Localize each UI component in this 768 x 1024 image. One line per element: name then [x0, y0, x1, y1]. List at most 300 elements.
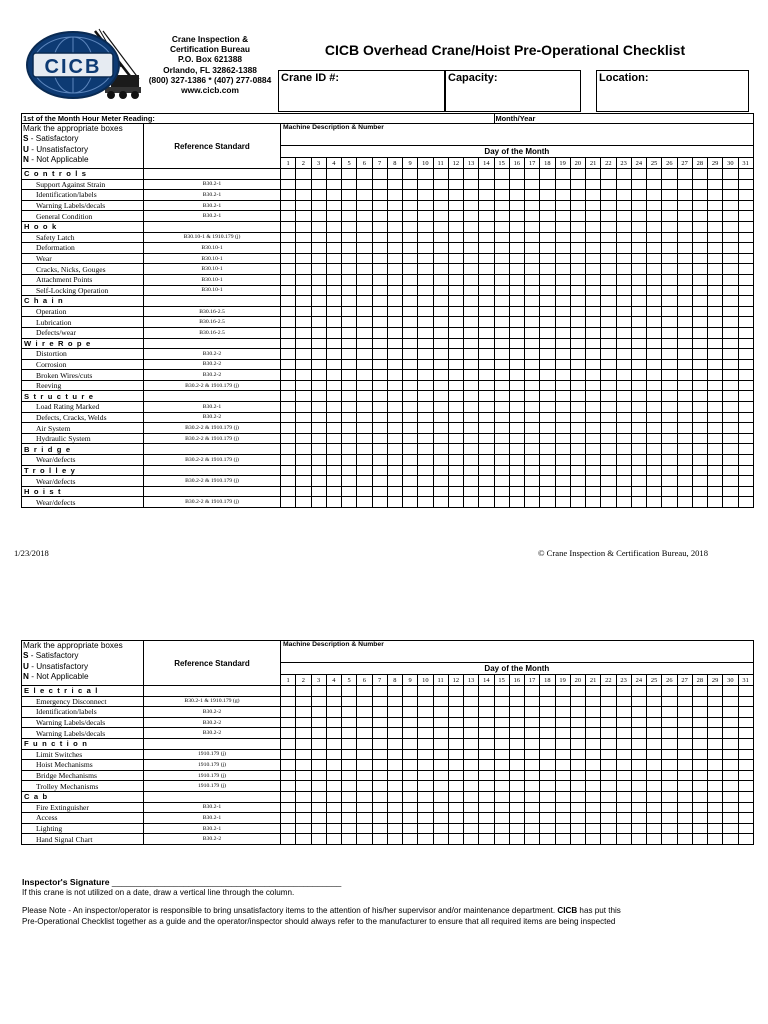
check-cell[interactable]	[631, 190, 646, 201]
check-cell[interactable]	[311, 770, 326, 781]
check-cell[interactable]	[662, 253, 677, 264]
check-cell[interactable]	[570, 465, 585, 476]
check-cell[interactable]	[342, 402, 357, 413]
check-cell[interactable]	[387, 760, 402, 771]
check-cell[interactable]	[372, 455, 387, 466]
check-cell[interactable]	[311, 455, 326, 466]
check-cell[interactable]	[387, 433, 402, 444]
check-cell[interactable]	[586, 834, 601, 845]
check-cell[interactable]	[738, 770, 753, 781]
check-cell[interactable]	[342, 497, 357, 508]
check-cell[interactable]	[555, 791, 570, 802]
check-cell[interactable]	[311, 402, 326, 413]
check-cell[interactable]	[494, 781, 509, 792]
check-cell[interactable]	[647, 232, 662, 243]
check-cell[interactable]	[601, 781, 616, 792]
check-cell[interactable]	[464, 802, 479, 813]
check-cell[interactable]	[372, 211, 387, 222]
check-cell[interactable]	[677, 791, 692, 802]
check-cell[interactable]	[296, 781, 311, 792]
check-cell[interactable]	[601, 370, 616, 381]
check-cell[interactable]	[403, 686, 418, 697]
check-cell[interactable]	[372, 717, 387, 728]
check-cell[interactable]	[692, 781, 707, 792]
check-cell[interactable]	[494, 200, 509, 211]
check-cell[interactable]	[616, 749, 631, 760]
check-cell[interactable]	[357, 486, 372, 497]
check-cell[interactable]	[387, 696, 402, 707]
check-cell[interactable]	[662, 834, 677, 845]
check-cell[interactable]	[311, 834, 326, 845]
check-cell[interactable]	[677, 707, 692, 718]
check-cell[interactable]	[357, 349, 372, 360]
check-cell[interactable]	[326, 253, 341, 264]
check-cell[interactable]	[631, 380, 646, 391]
check-cell[interactable]	[692, 813, 707, 824]
check-cell[interactable]	[372, 402, 387, 413]
check-cell[interactable]	[479, 707, 494, 718]
check-cell[interactable]	[723, 823, 738, 834]
check-cell[interactable]	[494, 243, 509, 254]
check-cell[interactable]	[387, 169, 402, 180]
check-cell[interactable]	[464, 412, 479, 423]
check-cell[interactable]	[570, 813, 585, 824]
check-cell[interactable]	[311, 211, 326, 222]
check-cell[interactable]	[403, 370, 418, 381]
check-cell[interactable]	[692, 738, 707, 749]
check-cell[interactable]	[631, 402, 646, 413]
check-cell[interactable]	[281, 349, 296, 360]
check-cell[interactable]	[296, 359, 311, 370]
check-cell[interactable]	[281, 190, 296, 201]
check-cell[interactable]	[464, 327, 479, 338]
check-cell[interactable]	[418, 169, 433, 180]
check-cell[interactable]	[708, 306, 723, 317]
check-cell[interactable]	[540, 306, 555, 317]
check-cell[interactable]	[281, 760, 296, 771]
check-cell[interactable]	[509, 317, 524, 328]
check-cell[interactable]	[601, 465, 616, 476]
check-cell[interactable]	[509, 402, 524, 413]
check-cell[interactable]	[555, 264, 570, 275]
check-cell[interactable]	[525, 781, 540, 792]
check-cell[interactable]	[662, 802, 677, 813]
check-cell[interactable]	[387, 296, 402, 307]
check-cell[interactable]	[525, 455, 540, 466]
check-cell[interactable]	[326, 455, 341, 466]
check-cell[interactable]	[357, 686, 372, 697]
check-cell[interactable]	[601, 253, 616, 264]
check-cell[interactable]	[387, 486, 402, 497]
check-cell[interactable]	[540, 717, 555, 728]
check-cell[interactable]	[601, 338, 616, 349]
check-cell[interactable]	[479, 686, 494, 697]
check-cell[interactable]	[281, 359, 296, 370]
check-cell[interactable]	[738, 349, 753, 360]
check-cell[interactable]	[311, 707, 326, 718]
check-cell[interactable]	[357, 317, 372, 328]
check-cell[interactable]	[677, 802, 692, 813]
check-cell[interactable]	[372, 179, 387, 190]
check-cell[interactable]	[738, 306, 753, 317]
check-cell[interactable]	[326, 423, 341, 434]
check-cell[interactable]	[403, 834, 418, 845]
check-cell[interactable]	[418, 823, 433, 834]
check-cell[interactable]	[372, 813, 387, 824]
check-cell[interactable]	[433, 190, 448, 201]
check-cell[interactable]	[677, 285, 692, 296]
check-cell[interactable]	[601, 813, 616, 824]
check-cell[interactable]	[631, 391, 646, 402]
check-cell[interactable]	[723, 412, 738, 423]
machine-description-field[interactable]: Machine Description & Number	[281, 641, 754, 663]
check-cell[interactable]	[509, 791, 524, 802]
check-cell[interactable]	[647, 834, 662, 845]
signature-line[interactable]: ________________________________________________	[111, 877, 342, 887]
check-cell[interactable]	[738, 264, 753, 275]
check-cell[interactable]	[403, 760, 418, 771]
check-cell[interactable]	[723, 497, 738, 508]
check-cell[interactable]	[326, 760, 341, 771]
check-cell[interactable]	[631, 497, 646, 508]
check-cell[interactable]	[372, 274, 387, 285]
check-cell[interactable]	[555, 696, 570, 707]
check-cell[interactable]	[647, 370, 662, 381]
check-cell[interactable]	[387, 359, 402, 370]
check-cell[interactable]	[662, 306, 677, 317]
check-cell[interactable]	[586, 179, 601, 190]
check-cell[interactable]	[616, 349, 631, 360]
check-cell[interactable]	[296, 285, 311, 296]
check-cell[interactable]	[540, 317, 555, 328]
check-cell[interactable]	[555, 813, 570, 824]
check-cell[interactable]	[586, 444, 601, 455]
check-cell[interactable]	[631, 359, 646, 370]
check-cell[interactable]	[525, 444, 540, 455]
check-cell[interactable]	[281, 274, 296, 285]
check-cell[interactable]	[357, 221, 372, 232]
check-cell[interactable]	[616, 264, 631, 275]
check-cell[interactable]	[677, 359, 692, 370]
check-cell[interactable]	[708, 296, 723, 307]
check-cell[interactable]	[662, 749, 677, 760]
check-cell[interactable]	[540, 412, 555, 423]
check-cell[interactable]	[311, 317, 326, 328]
check-cell[interactable]	[738, 760, 753, 771]
check-cell[interactable]	[723, 465, 738, 476]
check-cell[interactable]	[342, 433, 357, 444]
check-cell[interactable]	[692, 823, 707, 834]
check-cell[interactable]	[662, 359, 677, 370]
check-cell[interactable]	[433, 274, 448, 285]
check-cell[interactable]	[479, 338, 494, 349]
check-cell[interactable]	[631, 264, 646, 275]
check-cell[interactable]	[647, 338, 662, 349]
check-cell[interactable]	[708, 476, 723, 487]
check-cell[interactable]	[326, 433, 341, 444]
capacity-field[interactable]	[445, 70, 581, 112]
check-cell[interactable]	[494, 317, 509, 328]
check-cell[interactable]	[662, 243, 677, 254]
check-cell[interactable]	[418, 749, 433, 760]
check-cell[interactable]	[647, 211, 662, 222]
check-cell[interactable]	[647, 455, 662, 466]
check-cell[interactable]	[738, 781, 753, 792]
check-cell[interactable]	[448, 327, 463, 338]
check-cell[interactable]	[540, 813, 555, 824]
check-cell[interactable]	[662, 696, 677, 707]
check-cell[interactable]	[403, 211, 418, 222]
check-cell[interactable]	[281, 243, 296, 254]
check-cell[interactable]	[433, 285, 448, 296]
check-cell[interactable]	[357, 285, 372, 296]
check-cell[interactable]	[311, 486, 326, 497]
check-cell[interactable]	[708, 497, 723, 508]
check-cell[interactable]	[586, 327, 601, 338]
check-cell[interactable]	[418, 221, 433, 232]
check-cell[interactable]	[509, 738, 524, 749]
check-cell[interactable]	[723, 380, 738, 391]
check-cell[interactable]	[464, 486, 479, 497]
check-cell[interactable]	[601, 423, 616, 434]
check-cell[interactable]	[540, 243, 555, 254]
check-cell[interactable]	[708, 274, 723, 285]
check-cell[interactable]	[570, 707, 585, 718]
check-cell[interactable]	[509, 465, 524, 476]
check-cell[interactable]	[586, 802, 601, 813]
check-cell[interactable]	[738, 296, 753, 307]
check-cell[interactable]	[494, 455, 509, 466]
check-cell[interactable]	[631, 306, 646, 317]
check-cell[interactable]	[326, 444, 341, 455]
location-field[interactable]	[596, 70, 749, 112]
check-cell[interactable]	[342, 749, 357, 760]
check-cell[interactable]	[296, 813, 311, 824]
check-cell[interactable]	[708, 243, 723, 254]
check-cell[interactable]	[555, 728, 570, 739]
check-cell[interactable]	[387, 497, 402, 508]
check-cell[interactable]	[723, 274, 738, 285]
check-cell[interactable]	[372, 221, 387, 232]
check-cell[interactable]	[570, 327, 585, 338]
check-cell[interactable]	[677, 813, 692, 824]
check-cell[interactable]	[387, 317, 402, 328]
check-cell[interactable]	[342, 834, 357, 845]
check-cell[interactable]	[296, 327, 311, 338]
check-cell[interactable]	[418, 770, 433, 781]
check-cell[interactable]	[586, 433, 601, 444]
check-cell[interactable]	[723, 306, 738, 317]
check-cell[interactable]	[601, 296, 616, 307]
check-cell[interactable]	[570, 402, 585, 413]
check-cell[interactable]	[601, 433, 616, 444]
check-cell[interactable]	[464, 317, 479, 328]
check-cell[interactable]	[616, 497, 631, 508]
check-cell[interactable]	[555, 476, 570, 487]
check-cell[interactable]	[479, 306, 494, 317]
check-cell[interactable]	[555, 455, 570, 466]
check-cell[interactable]	[601, 285, 616, 296]
check-cell[interactable]	[708, 823, 723, 834]
check-cell[interactable]	[586, 770, 601, 781]
check-cell[interactable]	[662, 338, 677, 349]
check-cell[interactable]	[555, 717, 570, 728]
check-cell[interactable]	[448, 760, 463, 771]
check-cell[interactable]	[494, 349, 509, 360]
check-cell[interactable]	[418, 285, 433, 296]
check-cell[interactable]	[555, 749, 570, 760]
check-cell[interactable]	[738, 232, 753, 243]
check-cell[interactable]	[372, 707, 387, 718]
check-cell[interactable]	[723, 359, 738, 370]
check-cell[interactable]	[708, 444, 723, 455]
check-cell[interactable]	[601, 486, 616, 497]
check-cell[interactable]	[403, 327, 418, 338]
check-cell[interactable]	[723, 200, 738, 211]
check-cell[interactable]	[342, 391, 357, 402]
check-cell[interactable]	[281, 391, 296, 402]
check-cell[interactable]	[357, 370, 372, 381]
check-cell[interactable]	[677, 433, 692, 444]
check-cell[interactable]	[281, 455, 296, 466]
check-cell[interactable]	[555, 465, 570, 476]
check-cell[interactable]	[525, 791, 540, 802]
check-cell[interactable]	[570, 349, 585, 360]
check-cell[interactable]	[723, 738, 738, 749]
check-cell[interactable]	[326, 380, 341, 391]
check-cell[interactable]	[479, 728, 494, 739]
check-cell[interactable]	[281, 402, 296, 413]
check-cell[interactable]	[677, 465, 692, 476]
check-cell[interactable]	[387, 221, 402, 232]
check-cell[interactable]	[372, 791, 387, 802]
check-cell[interactable]	[723, 349, 738, 360]
check-cell[interactable]	[464, 190, 479, 201]
check-cell[interactable]	[601, 476, 616, 487]
check-cell[interactable]	[692, 760, 707, 771]
check-cell[interactable]	[570, 696, 585, 707]
check-cell[interactable]	[357, 823, 372, 834]
check-cell[interactable]	[677, 717, 692, 728]
check-cell[interactable]	[555, 232, 570, 243]
check-cell[interactable]	[677, 169, 692, 180]
check-cell[interactable]	[631, 823, 646, 834]
check-cell[interactable]	[403, 738, 418, 749]
check-cell[interactable]	[708, 760, 723, 771]
check-cell[interactable]	[357, 465, 372, 476]
check-cell[interactable]	[448, 221, 463, 232]
check-cell[interactable]	[311, 169, 326, 180]
check-cell[interactable]	[387, 791, 402, 802]
check-cell[interactable]	[601, 317, 616, 328]
check-cell[interactable]	[738, 380, 753, 391]
check-cell[interactable]	[479, 781, 494, 792]
machine-description-field[interactable]: Machine Description & Number	[281, 124, 754, 146]
check-cell[interactable]	[494, 497, 509, 508]
check-cell[interactable]	[464, 359, 479, 370]
check-cell[interactable]	[525, 370, 540, 381]
check-cell[interactable]	[647, 707, 662, 718]
check-cell[interactable]	[540, 391, 555, 402]
check-cell[interactable]	[311, 823, 326, 834]
check-cell[interactable]	[570, 232, 585, 243]
check-cell[interactable]	[357, 749, 372, 760]
check-cell[interactable]	[677, 391, 692, 402]
check-cell[interactable]	[525, 802, 540, 813]
check-cell[interactable]	[586, 296, 601, 307]
check-cell[interactable]	[525, 717, 540, 728]
check-cell[interactable]	[296, 253, 311, 264]
check-cell[interactable]	[677, 686, 692, 697]
check-cell[interactable]	[616, 707, 631, 718]
check-cell[interactable]	[708, 169, 723, 180]
check-cell[interactable]	[479, 444, 494, 455]
check-cell[interactable]	[586, 211, 601, 222]
check-cell[interactable]	[540, 423, 555, 434]
check-cell[interactable]	[372, 370, 387, 381]
check-cell[interactable]	[555, 253, 570, 264]
check-cell[interactable]	[494, 380, 509, 391]
check-cell[interactable]	[738, 813, 753, 824]
check-cell[interactable]	[677, 306, 692, 317]
check-cell[interactable]	[586, 717, 601, 728]
check-cell[interactable]	[281, 221, 296, 232]
check-cell[interactable]	[631, 717, 646, 728]
check-cell[interactable]	[570, 728, 585, 739]
check-cell[interactable]	[464, 728, 479, 739]
check-cell[interactable]	[601, 402, 616, 413]
check-cell[interactable]	[494, 717, 509, 728]
check-cell[interactable]	[342, 317, 357, 328]
check-cell[interactable]	[387, 455, 402, 466]
check-cell[interactable]	[403, 190, 418, 201]
check-cell[interactable]	[281, 497, 296, 508]
check-cell[interactable]	[448, 423, 463, 434]
check-cell[interactable]	[540, 179, 555, 190]
check-cell[interactable]	[326, 169, 341, 180]
check-cell[interactable]	[586, 749, 601, 760]
check-cell[interactable]	[586, 243, 601, 254]
check-cell[interactable]	[479, 296, 494, 307]
check-cell[interactable]	[433, 349, 448, 360]
check-cell[interactable]	[677, 423, 692, 434]
check-cell[interactable]	[326, 707, 341, 718]
check-cell[interactable]	[738, 402, 753, 413]
check-cell[interactable]	[418, 455, 433, 466]
check-cell[interactable]	[723, 253, 738, 264]
check-cell[interactable]	[723, 402, 738, 413]
check-cell[interactable]	[479, 486, 494, 497]
check-cell[interactable]	[647, 738, 662, 749]
check-cell[interactable]	[616, 274, 631, 285]
check-cell[interactable]	[403, 455, 418, 466]
check-cell[interactable]	[342, 264, 357, 275]
check-cell[interactable]	[342, 476, 357, 487]
check-cell[interactable]	[692, 770, 707, 781]
check-cell[interactable]	[631, 243, 646, 254]
check-cell[interactable]	[540, 232, 555, 243]
check-cell[interactable]	[433, 455, 448, 466]
check-cell[interactable]	[708, 486, 723, 497]
check-cell[interactable]	[418, 423, 433, 434]
check-cell[interactable]	[601, 728, 616, 739]
check-cell[interactable]	[601, 823, 616, 834]
check-cell[interactable]	[586, 497, 601, 508]
check-cell[interactable]	[387, 370, 402, 381]
check-cell[interactable]	[509, 243, 524, 254]
check-cell[interactable]	[509, 380, 524, 391]
check-cell[interactable]	[464, 380, 479, 391]
